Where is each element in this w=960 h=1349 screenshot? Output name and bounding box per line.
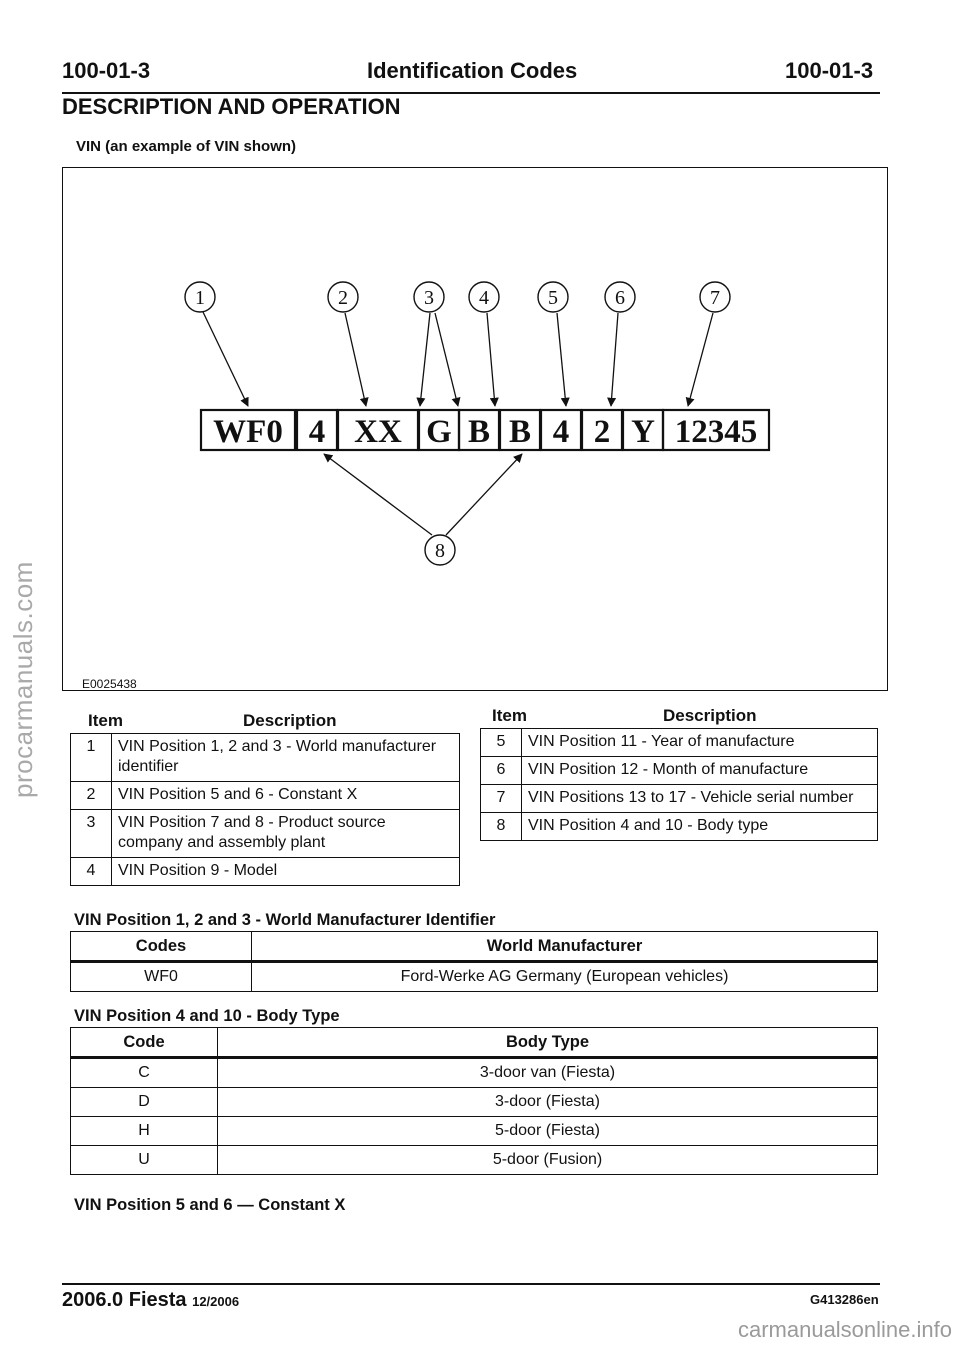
column-header: Body Type bbox=[218, 1028, 878, 1058]
legend-row bbox=[71, 782, 460, 810]
watermark-left: procarmanuals.com bbox=[8, 561, 38, 799]
legend-item-number: 3 bbox=[71, 810, 112, 858]
legend-item-number: 6 bbox=[481, 757, 522, 785]
legend-item-description: VIN Position 5 and 6 - Constant X bbox=[112, 782, 460, 810]
figure-id: E0025438 bbox=[82, 677, 137, 691]
body-type-table bbox=[70, 1027, 878, 1175]
svg-text:12345: 12345 bbox=[674, 414, 758, 450]
legend-row bbox=[481, 757, 878, 785]
svg-text:7: 7 bbox=[710, 287, 720, 309]
footer-rule bbox=[62, 1283, 880, 1285]
table-row bbox=[71, 1146, 878, 1175]
legend-item-number: 4 bbox=[71, 858, 112, 886]
legend-table-right bbox=[480, 728, 878, 841]
vin-character-box bbox=[663, 410, 769, 450]
table-cell: 5-door (Fusion) bbox=[218, 1146, 878, 1175]
legend-right-desc-header: Description bbox=[663, 706, 757, 725]
vin-character-box bbox=[201, 410, 295, 450]
footer-model bbox=[62, 1289, 239, 1312]
vin-character-box bbox=[338, 410, 418, 450]
table-cell: 5-door (Fiesta) bbox=[218, 1117, 878, 1146]
svg-text:B: B bbox=[467, 414, 491, 450]
svg-text:XX: XX bbox=[354, 414, 402, 450]
svg-text:1: 1 bbox=[195, 287, 205, 309]
legend-item-number: 5 bbox=[481, 729, 522, 757]
footer-date: 12/2006 bbox=[192, 1294, 240, 1309]
svg-text:5: 5 bbox=[548, 287, 558, 309]
svg-text:3: 3 bbox=[424, 287, 434, 309]
body-type-table-title: VIN Position 4 and 10 - Body Type bbox=[74, 1007, 340, 1025]
legend-item-description: VIN Position 9 - Model bbox=[112, 858, 460, 886]
svg-text:8: 8 bbox=[435, 540, 445, 562]
svg-text:2: 2 bbox=[338, 287, 348, 309]
callout-marker bbox=[538, 282, 568, 312]
table-row bbox=[71, 1088, 878, 1117]
wmi-table-title: VIN Position 1, 2 and 3 - World Manufacturer Identifier bbox=[74, 911, 496, 929]
vin-character-box bbox=[459, 410, 499, 450]
legend-item-number: 7 bbox=[481, 785, 522, 813]
next-section-heading: VIN Position 5 and 6 — Constant X bbox=[74, 1196, 346, 1214]
table-row bbox=[71, 1117, 878, 1146]
legend-row bbox=[71, 734, 460, 782]
table-header-row bbox=[71, 932, 878, 962]
table-cell: 3-door (Fiesta) bbox=[218, 1088, 878, 1117]
legend-table-left bbox=[70, 733, 460, 886]
svg-text:4: 4 bbox=[308, 414, 326, 450]
legend-item-description: VIN Position 12 - Month of manufacture bbox=[522, 757, 878, 785]
legend-item-description: VIN Position 1, 2 and 3 - World manufacturer identifier bbox=[112, 734, 460, 782]
vin-character-box bbox=[297, 410, 337, 450]
table-cell: 3-door van (Fiesta) bbox=[218, 1058, 878, 1088]
callout-marker bbox=[328, 282, 358, 312]
svg-text:B: B bbox=[508, 414, 532, 450]
legend-row bbox=[481, 729, 878, 757]
legend-row bbox=[481, 785, 878, 813]
svg-text:6: 6 bbox=[615, 287, 625, 309]
table-cell: C bbox=[71, 1058, 218, 1088]
footer-model-name: 2006.0 Fiesta bbox=[62, 1289, 187, 1311]
legend-item-description: VIN Position 7 and 8 - Product source company and assembly plant bbox=[112, 810, 460, 858]
callout-marker bbox=[425, 535, 455, 565]
svg-text:2: 2 bbox=[593, 414, 611, 450]
table-row bbox=[71, 962, 878, 992]
page-header-title: Identification Codes bbox=[367, 58, 578, 83]
table-cell: WF0 bbox=[71, 962, 252, 992]
legend-item-number: 2 bbox=[71, 782, 112, 810]
figure-caption: VIN (an example of VIN shown) bbox=[76, 138, 297, 155]
vin-character-box bbox=[582, 410, 622, 450]
table-cell: D bbox=[71, 1088, 218, 1117]
section-title: DESCRIPTION AND OPERATION bbox=[62, 94, 401, 119]
legend-item-number: 1 bbox=[71, 734, 112, 782]
footer-doc-code: G413286en bbox=[810, 1292, 879, 1307]
table-cell: H bbox=[71, 1117, 218, 1146]
callout-marker bbox=[185, 282, 215, 312]
legend-item-number: 8 bbox=[481, 813, 522, 841]
callout-marker bbox=[605, 282, 635, 312]
svg-text:G: G bbox=[426, 414, 452, 450]
svg-text:WF0: WF0 bbox=[213, 414, 283, 450]
vin-character-box bbox=[419, 410, 459, 450]
legend-row bbox=[481, 813, 878, 841]
page-number-left: 100-01-3 bbox=[62, 58, 151, 83]
legend-left-desc-header: Description bbox=[243, 711, 337, 730]
vin-character-box bbox=[500, 410, 540, 450]
table-cell: U bbox=[71, 1146, 218, 1175]
legend-row bbox=[71, 810, 460, 858]
column-header: Code bbox=[71, 1028, 218, 1058]
wmi-table bbox=[70, 931, 878, 992]
watermark-bottom: carmanualsonline.info bbox=[737, 1317, 952, 1342]
page-number-right: 100-01-3 bbox=[785, 58, 874, 83]
legend-row bbox=[71, 858, 460, 886]
svg-text:4: 4 bbox=[479, 287, 489, 309]
legend-right-item-header: Item bbox=[492, 706, 527, 725]
callout-marker bbox=[469, 282, 499, 312]
legend-item-description: VIN Positions 13 to 17 - Vehicle serial number bbox=[522, 785, 878, 813]
legend-item-description: VIN Position 11 - Year of manufacture bbox=[522, 729, 878, 757]
legend-left-item-header: Item bbox=[88, 711, 123, 730]
callout-marker bbox=[700, 282, 730, 312]
table-cell: Ford-Werke AG Germany (European vehicles) bbox=[252, 962, 878, 992]
callout-marker bbox=[414, 282, 444, 312]
legend-item-description: VIN Position 4 and 10 - Body type bbox=[522, 813, 878, 841]
vin-character-box bbox=[623, 410, 663, 450]
table-header-row bbox=[71, 1028, 878, 1058]
column-header: Codes bbox=[71, 932, 252, 962]
vin-character-box bbox=[541, 410, 581, 450]
svg-text:Y: Y bbox=[631, 414, 655, 450]
table-row bbox=[71, 1058, 878, 1088]
column-header: World Manufacturer bbox=[252, 932, 878, 962]
svg-text:4: 4 bbox=[552, 414, 570, 450]
